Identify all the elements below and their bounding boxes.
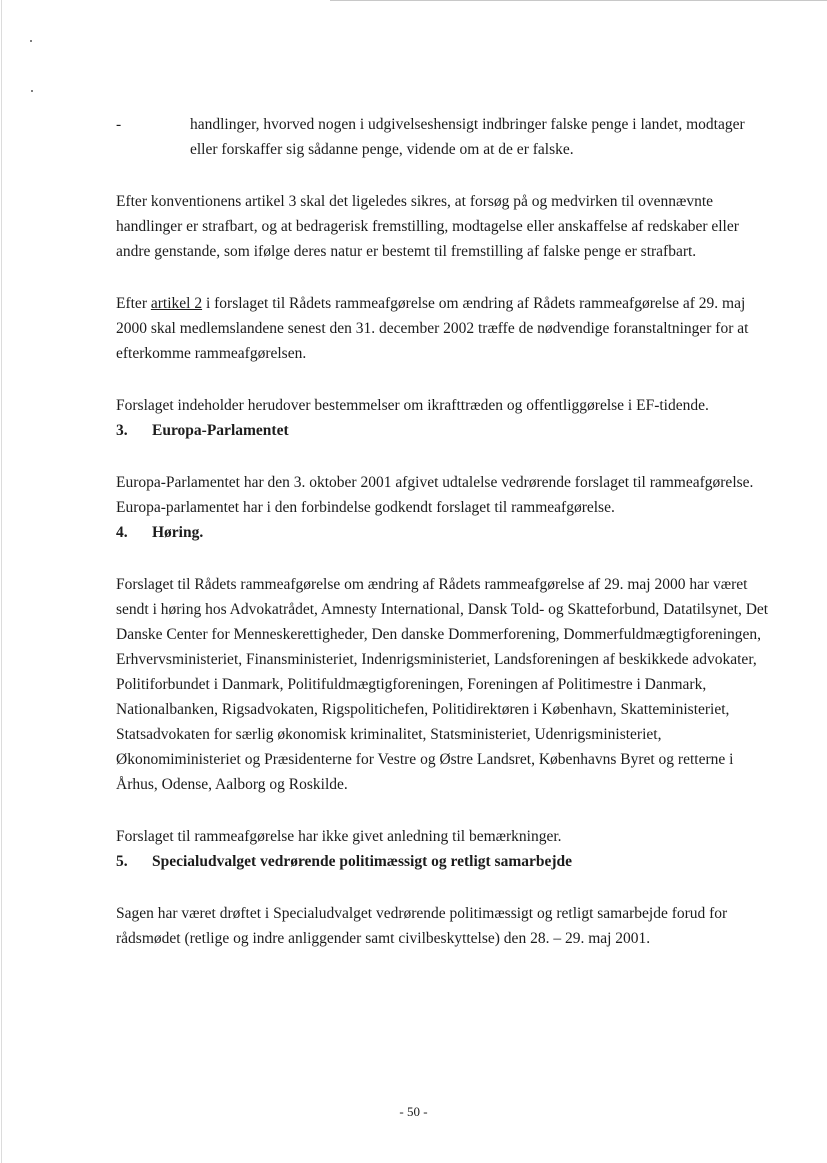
paragraph-article-2 [116,291,771,366]
scan-artifact-left-edge [1,0,2,1163]
paragraph-article-3: Efter konventionens artikel 3 skal det ligeledes sikres, at forsøg på og medvirken til ovennævnte handlinger er strafbart, og at bedragerisk fremstilling, modtagelse eller anskaffelse af redskaber eller andre genstande, som ifølge deres natur er bestemt til fremstilling af falske penge er strafbart. [116,193,739,260]
paragraph-europa-parlamentet: Europa-Parlamentet har den 3. oktober 2001 afgivet udtalelse vedrørende forslaget til rammeafgørelse. Europa-parlamentet har i den forbindelse godkendt forslaget til rammeafgørelse. [116,474,754,516]
scan-speck [31,90,33,92]
section-number: 3. [116,422,128,439]
paragraph-no-remarks: Forslaget til rammeafgørelse har ikke givet anledning til bemærkninger. [116,828,562,845]
section-title: Europa-Parlamentet [152,422,289,439]
scan-speck [30,40,32,42]
paragraph-article-2-rest: i forslaget til Rådets rammeafgørelse om ændring af Rådets rammeafgørelse af 29. maj 2000 skal medlemslandene senest den 31. december 2002 træffe de nødvendige foranstaltninger for at efterkomme rammeafgørelsen. [116,295,749,362]
paragraph-article-2-lead: Efter [116,295,151,312]
bullet-dash: - [116,116,122,133]
paragraph-hoering: Forslaget til Rådets rammeafgørelse om ændring af Rådets rammeafgørelse af 29. maj 2000 har været sendt i høring hos Advokatrådet, Amnesty International, Dansk Told- og Skatteforbund, Datatilsynet, Det Danske Center for Menneskerettigheder, Den danske Dommerforening, Dommerfuldmægtigforeningen, Erhvervsministeriet, Finansministeriet, Indenrigsministeriet, Landsforeningen af beskikkede advokater, Politiforbundet i Danmark, Politifuldmægtigforeningen, Foreningen af Politimestre i Danmark, Nationalbanken, Rigsadvokaten, Rigspolitichefen, Politidirektøren i København, Skatteministeriet, Statsadvokaten for særlig økonomisk kriminalitet, Statsministeriet, Udenrigsministeriet, Økonomiministeriet og Præsidenterne for Vestre og Østre Landsret, Københavns Byret og retterne i Århus, Odense, Aalborg og Roskilde. [116,576,769,793]
page-number: - 50 - [399,1104,428,1119]
section-number: 4. [116,524,128,541]
bullet-item-text: handlinger, hvorved nogen i udgivelseshensigt indbringer falske penge i landet, modtager eller forskaffer sig sådanne penge, vidende om at de er falske. [190,116,745,158]
paragraph-specialudvalget: Sagen har været drøftet i Specialudvalget vedrørende politimæssigt og retligt samarbejde forud for rådsmødet (retlige og indre anliggender samt civilbeskyttelse) den 28. – 29. maj 2001. [116,905,728,947]
bullet-item [116,112,771,162]
document-page [116,112,771,951]
scan-artifact-top [330,0,827,1]
section-title: Høring. [152,524,204,541]
section-title: Specialudvalget vedrørende politimæssigt og retligt samarbejde [152,853,573,870]
paragraph-additional-provisions: Forslaget indeholder herudover bestemmelser om ikrafttræden og offentliggørelse i EF-tidende. [116,397,709,414]
section-heading-5 [116,849,771,874]
section-heading-3 [116,418,771,443]
article-2-link[interactable]: artikel 2 [150,295,203,312]
section-number: 5. [116,853,128,870]
section-heading-4 [116,520,771,545]
